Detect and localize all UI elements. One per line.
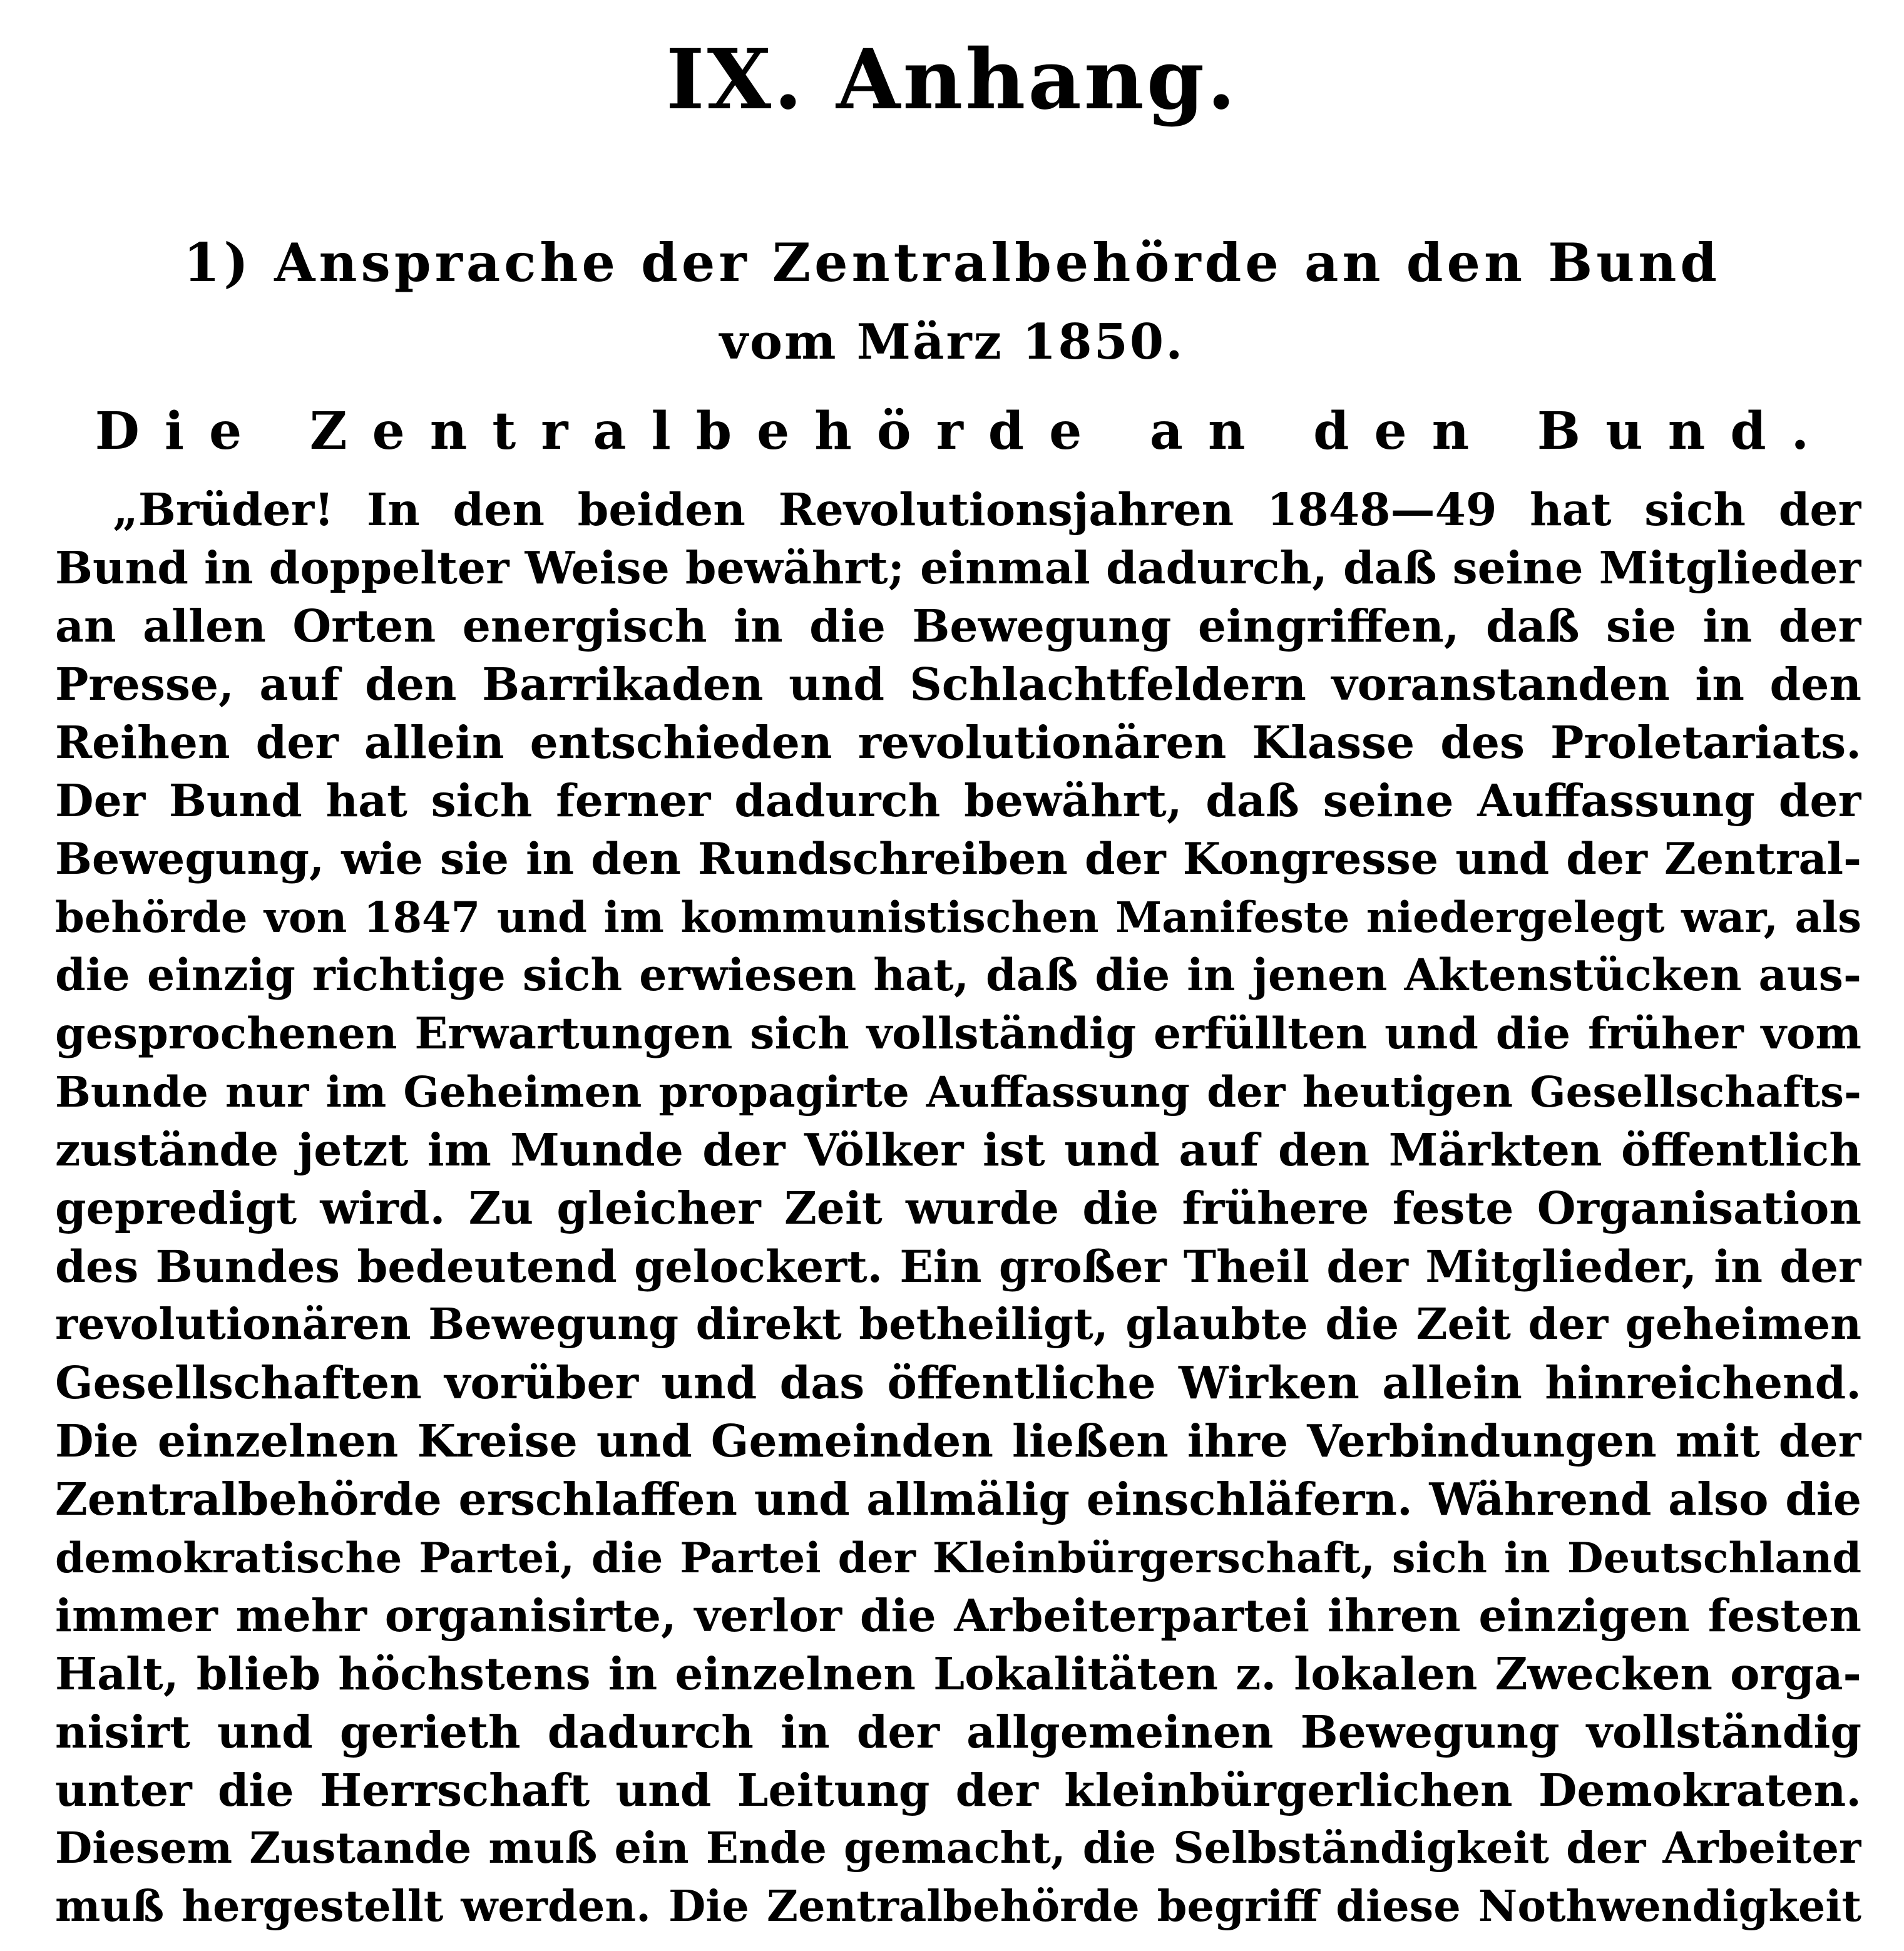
text-line: an allen Orten energisch in die Bewegung eingriffen, daß sie in der: [55, 600, 1861, 652]
section-date: vom März 1850.: [719, 314, 1185, 371]
text-line: unter die Herrschaft und Leitung der kleinbürgerlichen Demokraten.: [55, 1764, 1861, 1816]
text-line: Bund in doppelter Weise bewährt; einmal dadurch, daß seine Mitglieder: [55, 541, 1861, 594]
text-line: Zentralbehörde erschlaffen und allmälig einschläfern. Während also die: [55, 1473, 1861, 1525]
letter-heading: Die Zentralbehörde an den Bund.: [95, 401, 1835, 461]
text-line: muß hergestellt werden. Die Zentralbehörde begriff diese Nothwendigkeit: [55, 1882, 1861, 1932]
text-line: Reihen der allein entschieden revolutionären Klasse des Proletariats.: [55, 716, 1861, 769]
text-line: nisirt und gerieth dadurch in der allgemeinen Bewegung vollständig: [55, 1706, 1861, 1758]
chapter-title: IX. Anhang.: [665, 31, 1239, 128]
text-line: Bewegung, wie sie in den Rundschreiben der Kongresse und der Zentral-: [55, 834, 1861, 884]
text-line: „Brüder! In den beiden Revolutionsjahren 1848—49 hat sich der: [113, 483, 1861, 536]
section-title: 1) Ansprache der Zentralbehörde an den Bund: [183, 232, 1721, 294]
text-line: Presse, auf den Barrikaden und Schlachtfeldern voranstanden in den: [55, 658, 1861, 710]
text-line: immer mehr organisirte, verlor die Arbeiterpartei ihren einzigen festen: [55, 1589, 1861, 1642]
text-line: des Bundes bedeutend gelockert. Ein großer Theil der Mitglieder, in der: [55, 1241, 1861, 1293]
text-line: zustände jetzt im Munde der Völker ist und auf den Märkten öffentlich: [55, 1124, 1861, 1176]
text-line: gesprochenen Erwartungen sich vollständig erfüllten und die früher vom: [55, 1008, 1861, 1059]
text-line: Bunde nur im Geheimen propagirte Auffassung der heutigen Gesellschafts-: [55, 1067, 1861, 1117]
text-line: die einzig richtige sich erwiesen hat, daß die in jenen Aktenstücken aus-: [55, 950, 1861, 1001]
text-line: revolutionären Bewegung direkt betheiligt, glaubte die Zeit der geheimen: [55, 1299, 1861, 1349]
text-line: Gesellschaften vorüber und das öffentliche Wirken allein hinreichend.: [55, 1356, 1861, 1409]
text-line: demokratische Partei, die Partei der Kleinbürgerschaft, sich in Deutschland: [55, 1533, 1861, 1582]
text-line: Halt, blieb höchstens in einzelnen Lokalitäten z. lokalen Zwecken orga-: [55, 1647, 1861, 1700]
letter-body: [55, 481, 1861, 1936]
text-line: behörde von 1847 und im kommunistischen Manifeste niedergelegt war, als: [55, 893, 1861, 942]
text-line: Diesem Zustande muß ein Ende gemacht, die Selbständigkeit der Arbeiter: [55, 1823, 1861, 1873]
text-line: Der Bund hat sich ferner dadurch bewährt, daß seine Auffassung der: [55, 774, 1861, 827]
text-line: Die einzelnen Kreise und Gemeinden ließen ihre Verbindungen mit der: [55, 1415, 1861, 1467]
text-line: gepredigt wird. Zu gleicher Zeit wurde die frühere feste Organisation: [55, 1182, 1861, 1234]
